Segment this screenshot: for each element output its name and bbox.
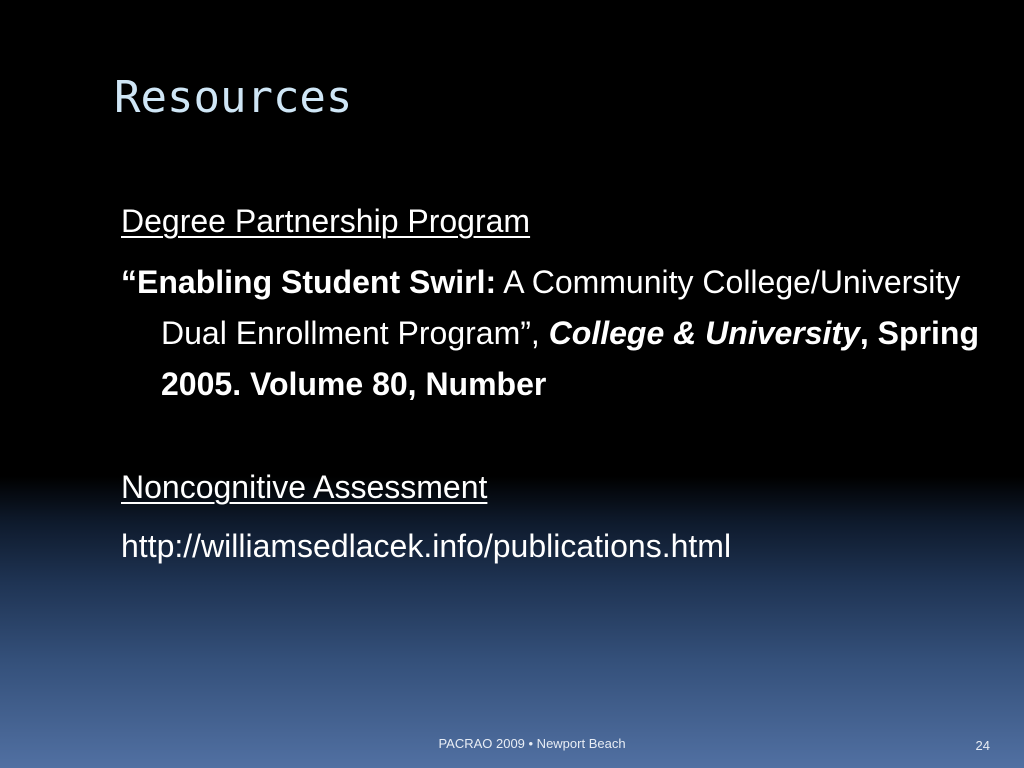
footer-text: PACRAO 2009 • Newport Beach [438,736,626,751]
citation [121,257,981,410]
citation-title-bold: “Enabling Student Swirl: [121,264,497,300]
degree-partnership-heading[interactable]: Degree Partnership Program [121,203,531,239]
citation-title-rest: A Community College/University Dual Enrollment Program”, [161,264,961,351]
noncognitive-assessment-heading[interactable]: Noncognitive Assessment [121,469,488,505]
slide-footer [0,736,1024,752]
publications-url[interactable]: http://williamsedlacek.info/publications.html [121,528,732,564]
citation-journal: College & University [548,315,860,351]
page-number: 24 [975,738,990,753]
slide-title: Resources [114,72,353,123]
spacer [121,410,981,462]
citation-details: , Spring 2005. Volume 80, Number [161,315,979,402]
slide-content [121,196,981,572]
